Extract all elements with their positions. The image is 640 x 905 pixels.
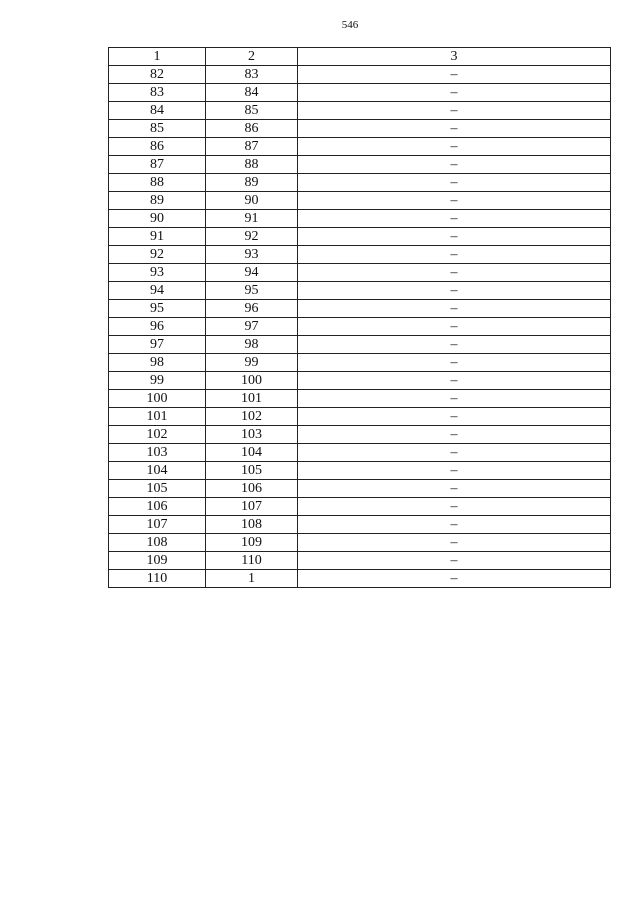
table-row [109,426,611,444]
table-cell: 1 [206,570,298,588]
table-cell: 83 [206,66,298,84]
table-cell: 94 [109,282,206,300]
table-cell: – [298,84,611,102]
table-row [109,264,611,282]
table-cell: 84 [109,102,206,120]
table-cell: 94 [206,264,298,282]
table-cell: 87 [206,138,298,156]
table-cell: 88 [206,156,298,174]
table-row [109,480,611,498]
table-cell: – [298,336,611,354]
table-row [109,534,611,552]
table-cell: 98 [206,336,298,354]
table-cell: – [298,156,611,174]
table-cell: 105 [109,480,206,498]
table-cell: – [298,390,611,408]
table-cell: 106 [109,498,206,516]
table-cell: – [298,192,611,210]
table-cell: 96 [109,318,206,336]
table-cell: 89 [109,192,206,210]
table-cell: – [298,120,611,138]
table-cell: 84 [206,84,298,102]
table-cell: 85 [109,120,206,138]
table-cell: 86 [109,138,206,156]
table-cell: 107 [206,498,298,516]
table-cell: 104 [109,462,206,480]
table-cell: 108 [206,516,298,534]
table-cell: – [298,102,611,120]
table-cell: – [298,552,611,570]
table-cell: 90 [206,192,298,210]
table-row [109,102,611,120]
table-row [109,516,611,534]
table-cell: 91 [109,228,206,246]
table-cell: 101 [206,390,298,408]
page-number: 546 [341,19,359,31]
table-row [109,390,611,408]
column-header: 3 [298,48,611,66]
table-row [109,408,611,426]
table-cell: 91 [206,210,298,228]
table-cell: 108 [109,534,206,552]
table-cell: – [298,516,611,534]
table-header-row [109,48,611,66]
table-row [109,354,611,372]
table-cell: – [298,318,611,336]
table-cell: – [298,282,611,300]
table-row [109,210,611,228]
table-cell: 83 [109,84,206,102]
table-cell: 92 [206,228,298,246]
table-cell: 103 [206,426,298,444]
data-table [108,47,611,588]
table-cell: 102 [206,408,298,426]
table-cell: – [298,138,611,156]
column-header: 2 [206,48,298,66]
table-row [109,138,611,156]
table-row [109,66,611,84]
table-cell: 92 [109,246,206,264]
table-cell: 110 [206,552,298,570]
table-row [109,192,611,210]
table-row [109,462,611,480]
table-row [109,282,611,300]
table-row [109,174,611,192]
table-cell: 110 [109,570,206,588]
table-row [109,246,611,264]
table-row [109,228,611,246]
table-cell: 98 [109,354,206,372]
table-cell: 109 [206,534,298,552]
table-cell: 97 [109,336,206,354]
table-cell: – [298,174,611,192]
table-cell: – [298,264,611,282]
table-cell: 88 [109,174,206,192]
table-cell: 100 [206,372,298,390]
table-cell: – [298,426,611,444]
table-row [109,372,611,390]
table-cell: – [298,408,611,426]
table-row [109,84,611,102]
table-cell: 101 [109,408,206,426]
table-cell: 87 [109,156,206,174]
table-row [109,570,611,588]
table-cell: 96 [206,300,298,318]
table-cell: 90 [109,210,206,228]
table-cell: – [298,444,611,462]
column-header: 1 [109,48,206,66]
table-cell: – [298,534,611,552]
table-cell: 95 [206,282,298,300]
table-cell: 103 [109,444,206,462]
table-cell: 105 [206,462,298,480]
table-cell: – [298,300,611,318]
table-row [109,300,611,318]
table-row [109,336,611,354]
table-row [109,498,611,516]
table-cell: 93 [109,264,206,282]
table-cell: – [298,480,611,498]
table-row [109,444,611,462]
table-cell: – [298,372,611,390]
table-cell: 106 [206,480,298,498]
table-row [109,120,611,138]
table-row [109,156,611,174]
table-cell: 107 [109,516,206,534]
table-cell: 93 [206,246,298,264]
table-cell: – [298,210,611,228]
table-row [109,318,611,336]
table-cell: – [298,354,611,372]
table-cell: – [298,462,611,480]
table-cell: – [298,570,611,588]
table-cell: – [298,498,611,516]
table-cell: 85 [206,102,298,120]
table-cell: 109 [109,552,206,570]
table-body [109,66,611,588]
table-cell: 99 [109,372,206,390]
table-cell: 97 [206,318,298,336]
table-cell: 82 [109,66,206,84]
table-row [109,552,611,570]
table-cell: 104 [206,444,298,462]
table-cell: 102 [109,426,206,444]
table-cell: – [298,228,611,246]
table-cell: 86 [206,120,298,138]
table-cell: 100 [109,390,206,408]
table-cell: 89 [206,174,298,192]
table-cell: 95 [109,300,206,318]
table-cell: – [298,246,611,264]
table-cell: 99 [206,354,298,372]
table-cell: – [298,66,611,84]
